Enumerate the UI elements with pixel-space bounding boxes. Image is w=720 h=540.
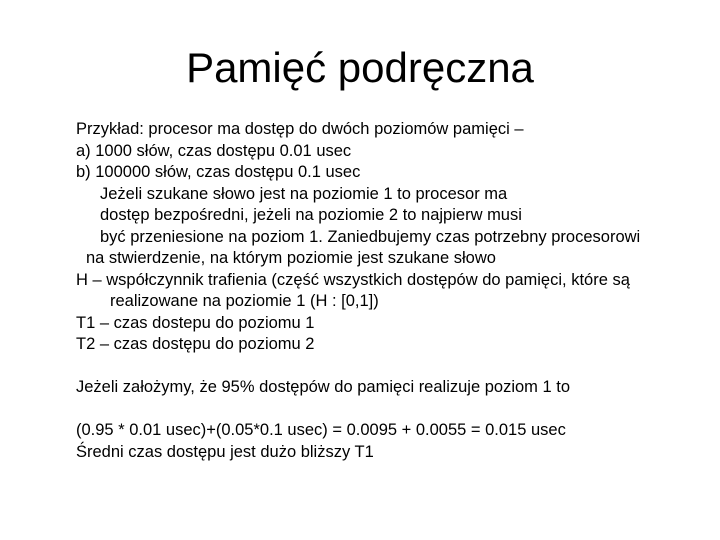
body-line-condition-4: na stwierdzenie, na którym poziomie jest szukane słowo: [86, 249, 496, 267]
body-line-calculation: (0.95 * 0.01 usec)+(0.05*0.1 usec) = 0.0095 + 0.0055 = 0.015 usec: [76, 421, 566, 439]
slide-body: [76, 119, 716, 463]
body-line-condition-1: Jeżeli szukane słowo jest na poziomie 1 to procesor ma: [100, 184, 508, 203]
body-line-hit-ratio-cont: realizowane na poziomie 1 (H : [0,1]): [110, 292, 379, 310]
body-line-condition-2: dostęp bezpośredni, jeżeli na poziomie 2 to najpierw musi: [100, 206, 522, 224]
body-line-condition-3: być przeniesione na poziom 1. Zaniedbujemy czas potrzebny procesorowi: [100, 227, 641, 246]
body-line-option-b: b) 100000 słów, czas dostępu 0.1 usec: [76, 163, 361, 181]
slide-title: Pamięć podręczna: [186, 44, 534, 91]
body-line-intro: Przykład: procesor ma dostęp do dwóch poziomów pamięci –: [76, 120, 524, 138]
body-line-conclusion: Średni czas dostępu jest dużo bliższy T1: [76, 442, 374, 461]
spacer: [76, 356, 716, 378]
spacer: [76, 399, 716, 421]
body-line-hit-ratio: H – współczynnik trafienia (część wszystkich dostępów do pamięci, które są: [76, 270, 630, 289]
body-line-assumption: Jeżeli założymy, że 95% dostępów do pamięci realizuje poziom 1 to: [76, 378, 571, 396]
body-line-option-a: a) 1000 słów, czas dostępu 0.01 usec: [76, 141, 352, 160]
body-line-t1: T1 – czas dostepu do poziomu 1: [76, 313, 315, 332]
body-line-t2: T2 – czas dostępu do poziomu 2: [76, 335, 315, 353]
